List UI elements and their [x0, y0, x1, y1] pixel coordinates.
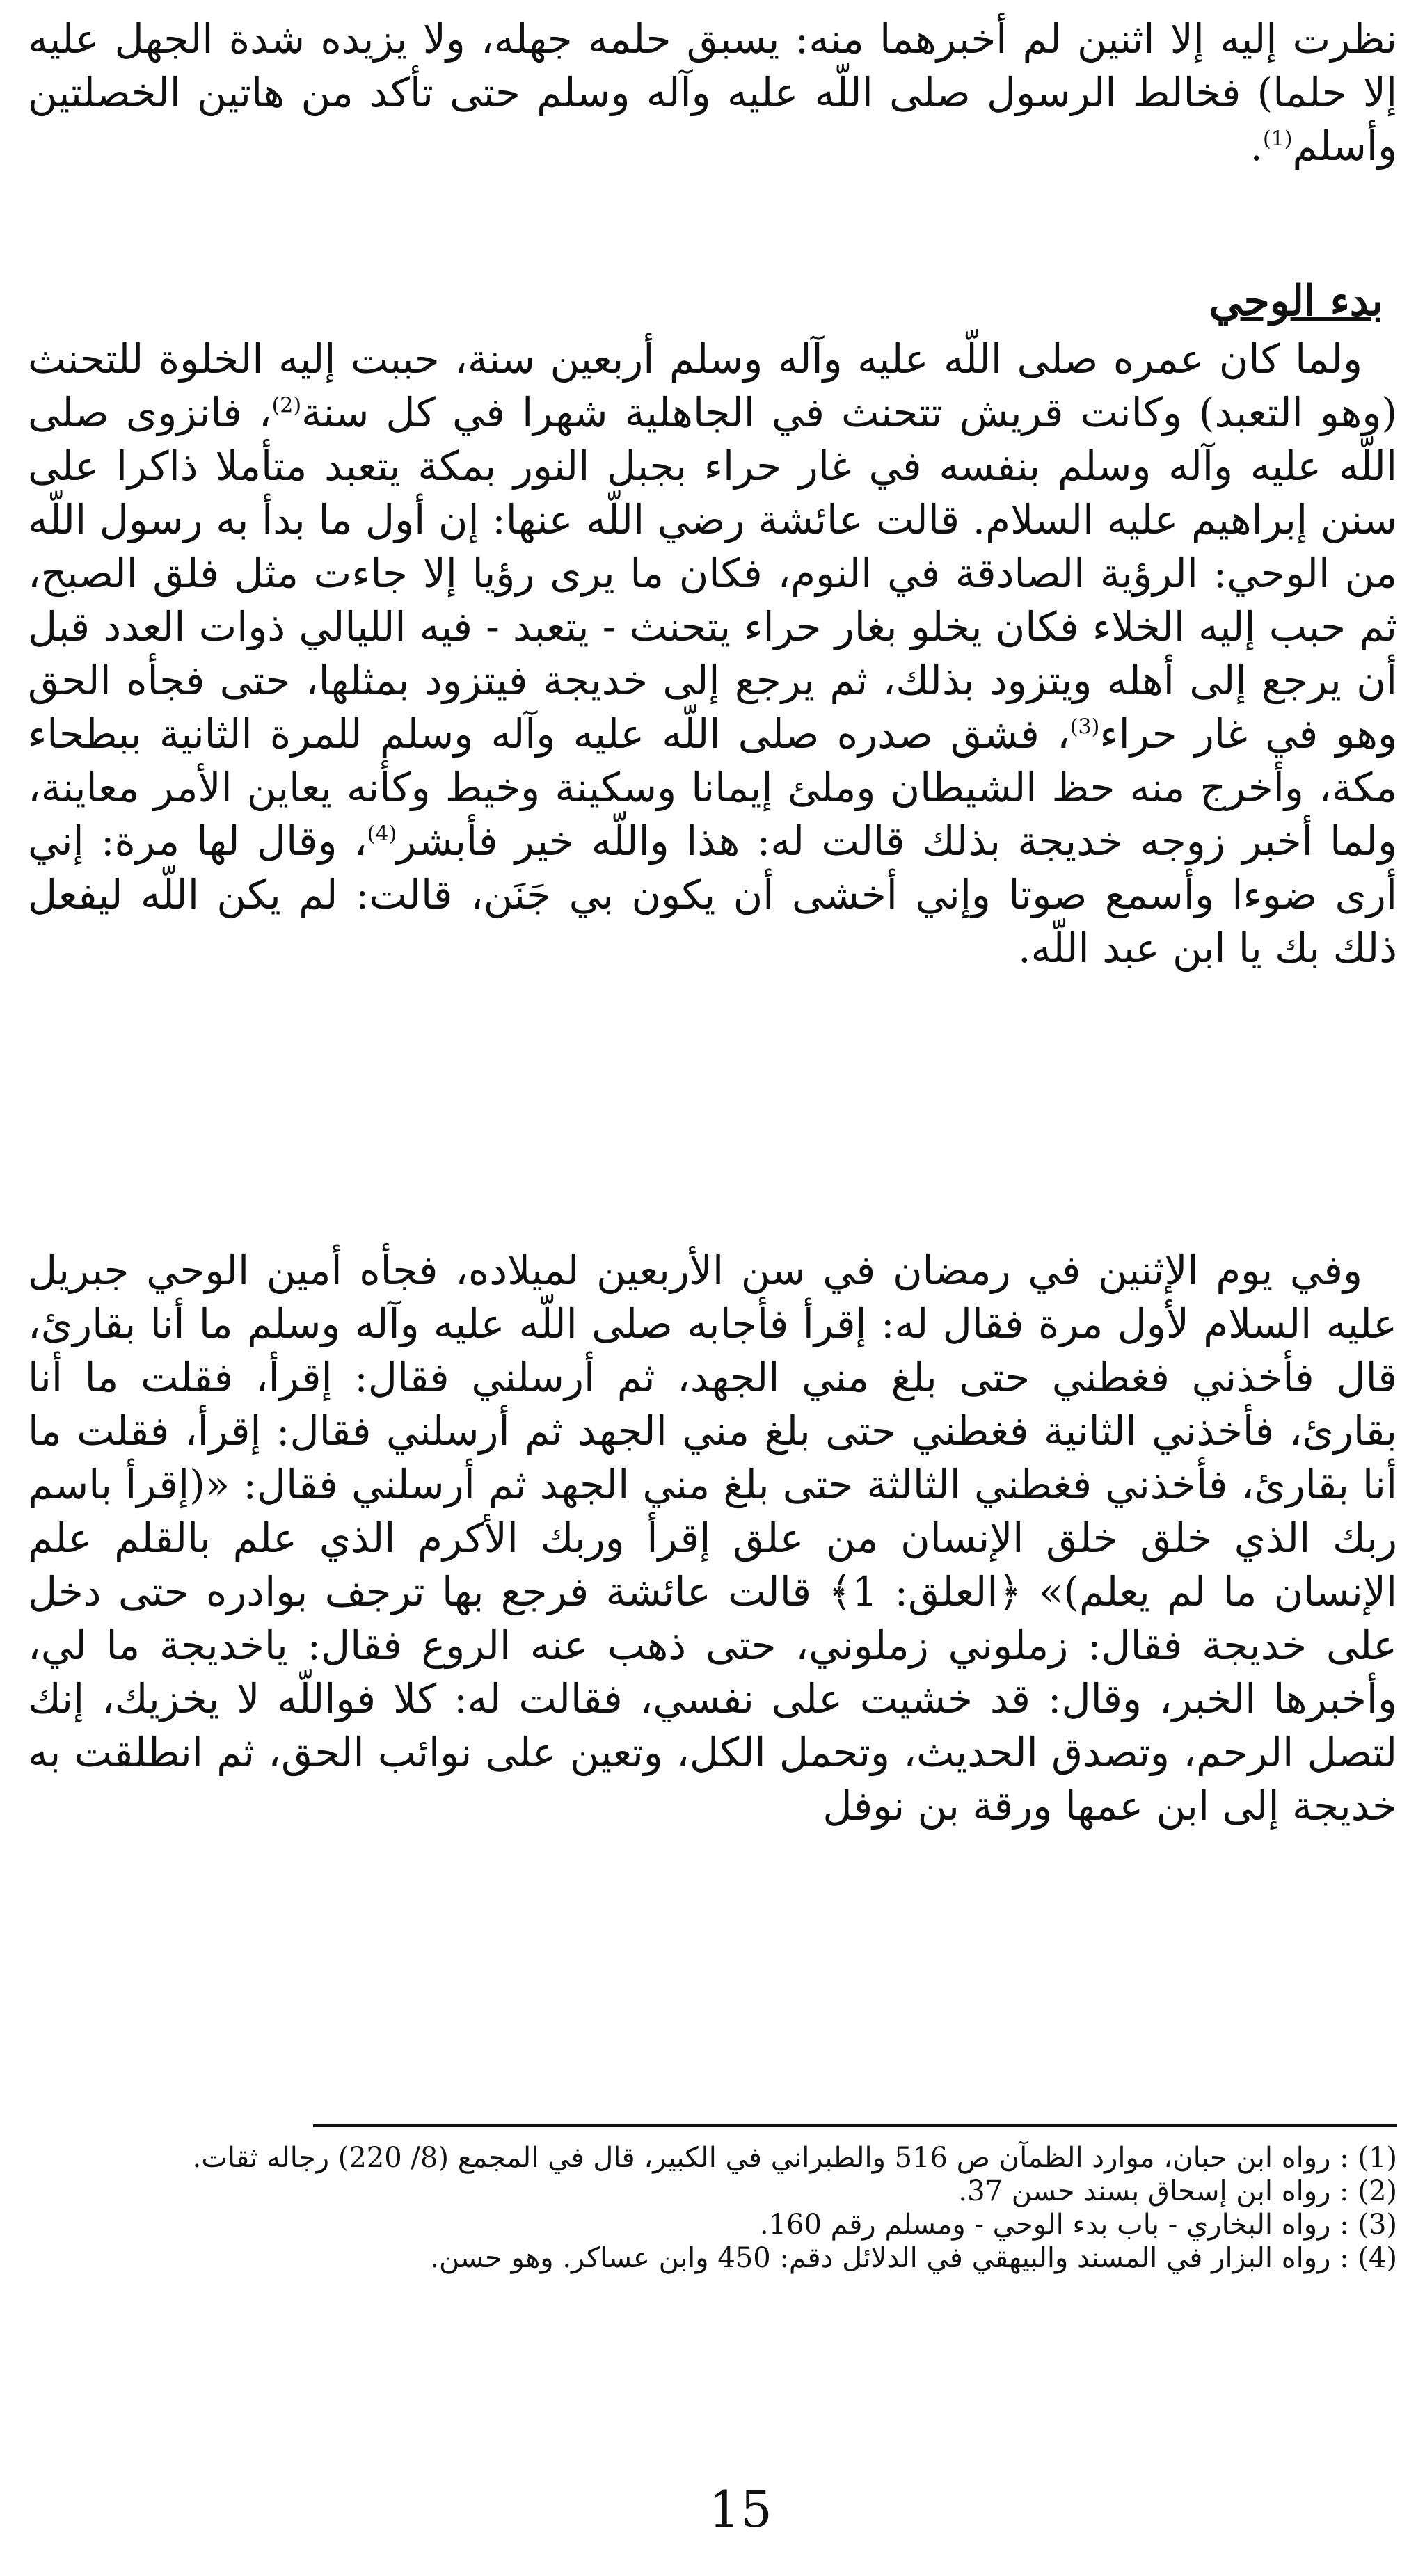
footnote-1: (1) : رواه ابن حبان، موارد الظمآن ص 516 والطبراني في الكبير، قال في المجمع (8/ 220) رجاله ثقات. [192, 2142, 1397, 2174]
intro-paragraph [28, 13, 1397, 173]
footnote-separator [313, 2124, 1397, 2127]
footnote-ref-2: (2) [271, 393, 302, 418]
paragraph-revelation [28, 333, 1397, 975]
footnote-ref-1: (1) [1262, 127, 1293, 152]
page-number: 15 [708, 2480, 772, 2538]
revelation-part-1: ولما كان عمره صلى اللّه عليه وآله وسلم أربعين سنة، حببت إليه الخلوة للتحنث (وهو التعبد) وكانت قريش تتحنث في الجاهلية شهرا في كل سنة [28, 335, 1398, 436]
paragraph-jibril: وفي يوم الإثنين في رمضان في سن الأربعين لميلاده، فجأه أمين الوحي جبريل عليه السلام لأول مرة فقال له: إقرأ فأجابه صلى اللّه عليه وآله وسلم ما أنا بقارئ، قال فأخذني فغطني حتى بلغ مني الجهد، ثم أرسلني فقال: إقرأ، فقلت ما أنا بقارئ، فأخذني الثانية فغطني حتى بلغ مني الجهد ثم أرسلني فقال: إقرأ، فقلت ما أنا بقارئ، فأخذني فغطني الثالثة حتى بلغ مني الجهد ثم أرسلني فقال: «(إقرأ باسم ربك الذي خلق خلق الإنسان من علق إقرأ وربك الأكرم الذي علم بالقلم علم الإنسان ما لم يعلم)» ﴿العلق: 1﴾ قالت عائشة فرجع بها ترجف بوادره حتى دخل على خديجة فقال: زملوني زملوني، حتى ذهب عنه الروع فقال: ياخديجة ما لي، وأخبرها الخبر، وقال: قد خشيت على نفسي، فقالت له: كلا فواللّه لا يخزيك، إنك لتصل الرحم، وتصدق الحديث، وتحمل الكل، وتعين على نوائب الحق، ثم انطلقت به خديجة إلى ابن عمها ورقة بن نوفل [28, 1247, 1397, 1830]
footnote-3: (3) : رواه البخاري - باب بدء الوحي - ومسلم رقم 160. [759, 2209, 1397, 2241]
footnote-2: (2) : رواه ابن إسحاق بسند حسن 37. [958, 2175, 1397, 2207]
revelation-part-2: ، فانزوى صلى اللّه عليه وآله وسلم بنفسه في غار حراء بجبل النور بمكة يتعبد متأملا ذاكرا على سنن إبراهيم عليه السلام. قالت عائشة رضي اللّه عنها: إن أول ما بدأ به رسول اللّه من الوحي: الرؤية الصادقة في النوم، فكان ما يرى رؤيا إلا جاءت مثل فلق الصبح، ثم حبب إليه الخلاء فكان يخلو بغار حراء يتحنث - يتعبد - فيه الليالي ذوات العدد قبل أن يرجع إلى أهله ويتزود بذلك، ثم يرجع إلى خديجة فيتزود بمثلها، حتى فجأه الحق وهو في غار حراء [28, 389, 1397, 758]
footnote-ref-3: (3) [1069, 714, 1100, 739]
revelation-part-3: ، فشق صدره صلى اللّه عليه وآله وسلم للمرة الثانية ببطحاء مكة، وأخرج منه حظ الشيطان وملئ إيمانا وسكينة وخيط وكأنه يعاين الأمر معاينة، ولما أخبر زوجه خديجة بذلك قالت له: هذا واللّه خير فأبشر [28, 710, 1397, 865]
revelation-part-4: ، وقال لها مرة: إني أرى ضوءا وأسمع صوتا وإني أخشى أن يكون بي جَنَن، قالت: لم يكن اللّه ليفعل ذلك بك يا ابن عبد اللّه. [28, 817, 1397, 972]
intro-tail: . [1250, 122, 1263, 170]
footnote-ref-4: (4) [367, 822, 397, 847]
footnotes [28, 2141, 1397, 2275]
intro-text: نظرت إليه إلا اثنين لم أخبرهما منه: يسبق حلمه جهله، ولا يزيده شدة الجهل عليه إلا حلما) فخالط الرسول صلى اللّه عليه وآله وسلم حتى تأكد من هاتين الخصلتين وأسلم [28, 15, 1397, 170]
book-page [28, 0, 1397, 2576]
section-heading: بدء الوحي [1209, 277, 1383, 326]
footnote-4: (4) : رواه البزار في المسند والبيهقي في الدلائل دقم: 450 وابن عساكر. وهو حسن. [430, 2242, 1397, 2274]
